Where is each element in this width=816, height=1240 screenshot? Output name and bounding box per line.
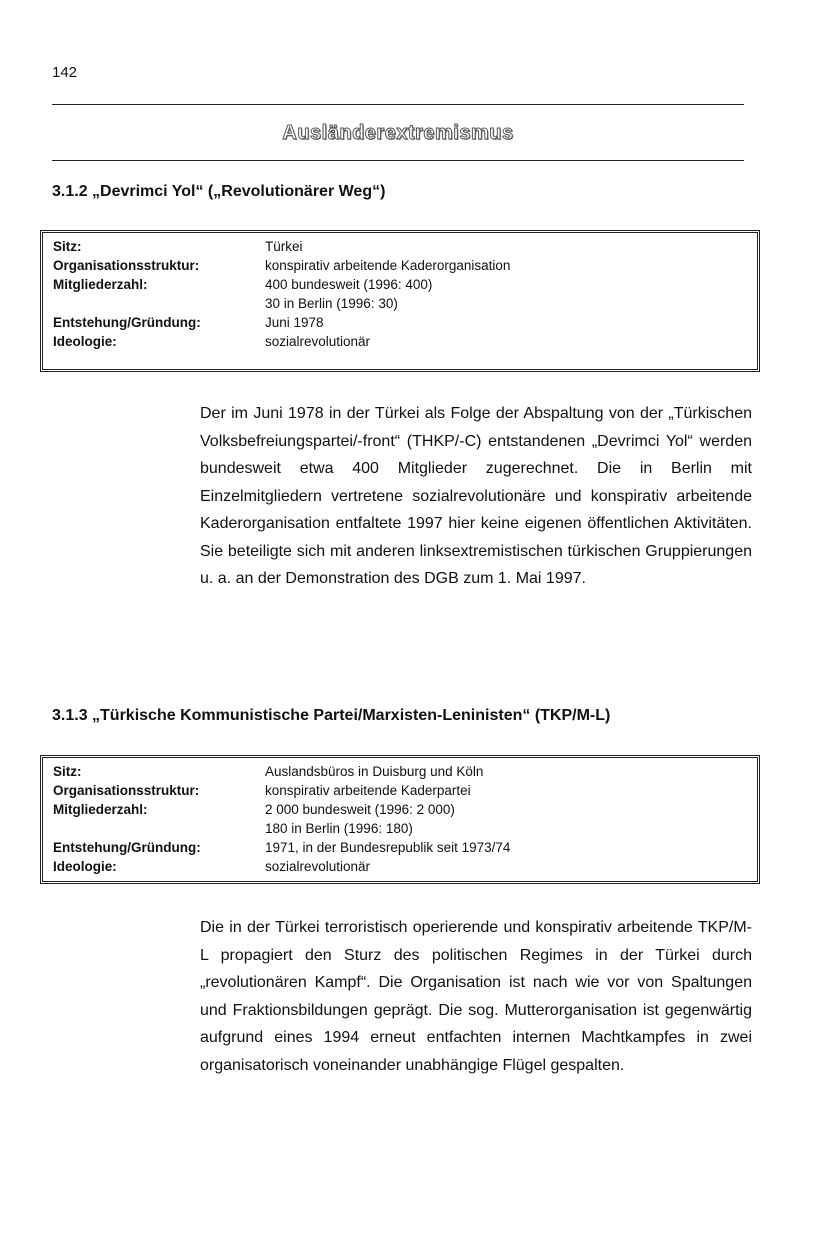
page-number: 142: [52, 64, 78, 81]
fact-value: Juni 1978: [265, 315, 324, 330]
fact-row-mitgliederzahl: [53, 275, 747, 313]
fact-row-mitgliederzahl: [53, 800, 747, 838]
section-heading-devrimci-yol: 3.1.2 „Devrimci Yol“ („Revolutionärer Weg“): [52, 183, 386, 200]
fact-label: Organisationsstruktur:: [53, 783, 200, 798]
header-rule-top: [52, 104, 744, 105]
fact-value: 400 bundesweit (1996: 400): [265, 277, 433, 292]
fact-label: Mitgliederzahl:: [53, 277, 148, 292]
running-head: Ausländerextremismus: [282, 122, 514, 144]
fact-value: 180 in Berlin (1996: 180): [265, 821, 413, 836]
fact-value: konspirativ arbeitende Kaderorganisation: [265, 258, 511, 273]
body-paragraph-tkp-ml: Die in der Türkei terroristisch operierende und konspirativ arbeitende TKP/M-L propagiert den Sturz des politischen Regimes in der Türkei durch „revolutionären Kampf“. Die Organisation ist nach wie vor von Spaltungen und Fraktionsbildungen geprägt. Die sog. Mutterorganisation ist gegenwärtig aufgrund eines 1994 erneut entfachten internen Machtkampfes in zwei organisatorisch voneinander unabhängige Flügel gespalten.: [200, 919, 752, 1074]
fact-label: Entstehung/Gründung:: [53, 840, 201, 855]
fact-label: Organisationsstruktur:: [53, 258, 200, 273]
fact-row-organisationsstruktur: [53, 256, 747, 275]
fact-row-ideologie: [53, 857, 747, 876]
fact-row-organisationsstruktur: [53, 781, 747, 800]
fact-label: Entstehung/Gründung:: [53, 315, 201, 330]
fact-label: Mitgliederzahl:: [53, 802, 148, 817]
fact-row-entstehung: [53, 313, 747, 332]
fact-value: sozialrevolutionär: [265, 334, 371, 349]
fact-label: Ideologie:: [53, 334, 117, 349]
fact-label: Sitz:: [53, 764, 82, 779]
fact-value: Türkei: [265, 239, 303, 254]
fact-value: Auslandsbüros in Duisburg und Köln: [265, 764, 484, 779]
fact-value: 2 000 bundesweit (1996: 2 000): [265, 802, 455, 817]
fact-box-tkp-ml: [40, 755, 760, 884]
header-rule-bottom: [52, 160, 744, 161]
fact-box-devrimci-yol: [40, 230, 760, 372]
fact-row-sitz: [53, 237, 747, 256]
fact-value: 1971, in der Bundesrepublik seit 1973/74: [265, 840, 511, 855]
fact-row-sitz: [53, 762, 747, 781]
section-heading-tkp-ml: 3.1.3 „Türkische Kommunistische Partei/Marxisten-Leninisten“ (TKP/M-L): [52, 707, 611, 724]
fact-value: konspirativ arbeitende Kaderpartei: [265, 783, 471, 798]
fact-label: Sitz:: [53, 239, 82, 254]
body-paragraph-devrimci-yol: Der im Juni 1978 in der Türkei als Folge der Abspaltung von der „Türkischen Volksbefreiungspartei/-front“ (THKP/-C) entstandenen „Devrimci Yol“ werden bundesweit etwa 400 Mitglieder zugerechnet. Die in Berlin mit Einzelmitgliedern vertretene sozialrevolutionäre und konspirativ arbeitende Kaderorganisation entfaltete 1997 hier keine eigenen öffentlichen Aktivitäten. Sie beteiligte sich mit anderen linksextremistischen türkischen Gruppierungen u. a. an der Demonstration des DGB zum 1. Mai 1997.: [200, 405, 752, 587]
fact-row-entstehung: [53, 838, 747, 857]
fact-label: Ideologie:: [53, 859, 117, 874]
fact-row-ideologie: [53, 332, 747, 351]
fact-value: sozialrevolutionär: [265, 859, 371, 874]
fact-value: 30 in Berlin (1996: 30): [265, 296, 398, 311]
